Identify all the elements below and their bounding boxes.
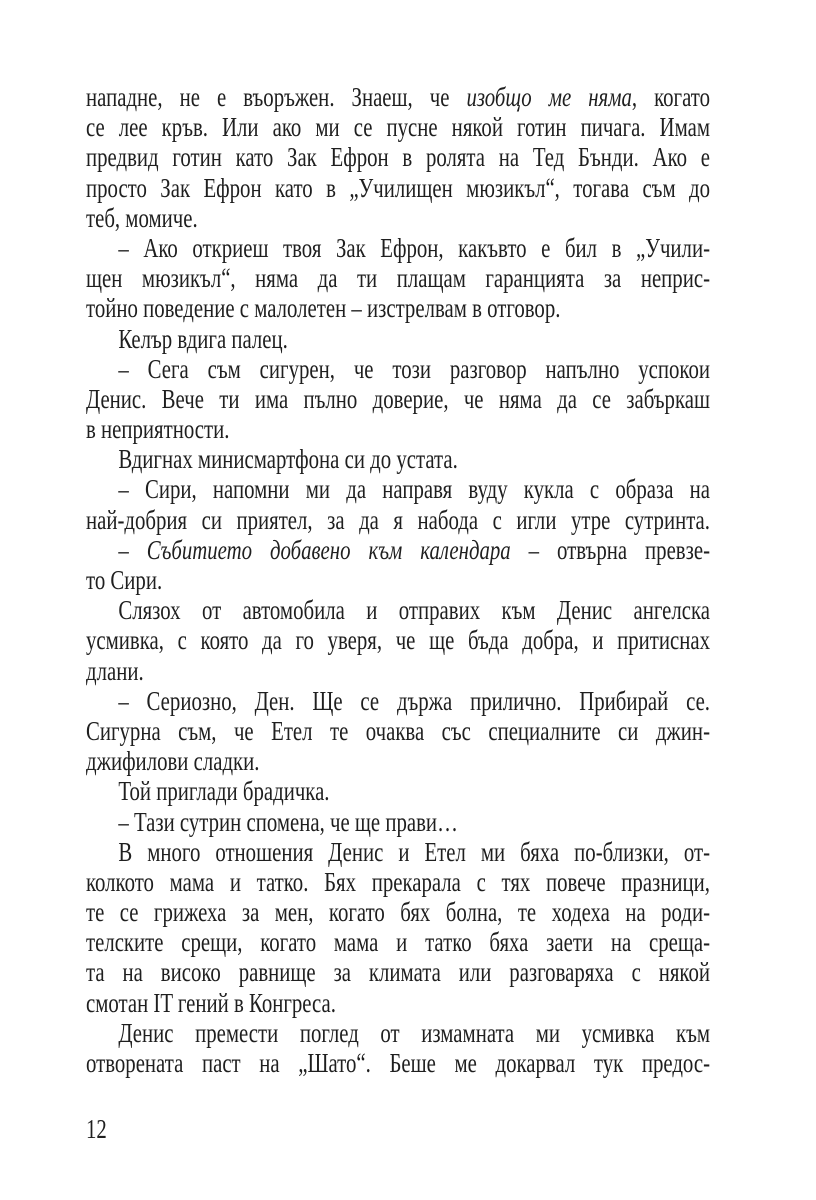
text-segment: в неприятности. bbox=[86, 414, 230, 445]
text-segment: тойно поведение с малолетен – изстрелвам в отговор. bbox=[86, 293, 561, 324]
text-line bbox=[86, 444, 710, 474]
text-segment: – Сега съм сигурен, че този разговор напълно успокои bbox=[118, 353, 710, 384]
text-segment: В много отношения Денис и Етел ми бяха по-близки, от- bbox=[118, 836, 710, 867]
text-line bbox=[86, 1048, 710, 1078]
text-line bbox=[86, 595, 710, 625]
paragraph bbox=[86, 807, 710, 837]
text-line bbox=[86, 988, 710, 1018]
text-line bbox=[86, 927, 710, 957]
paragraph bbox=[86, 776, 710, 806]
page-text-area bbox=[86, 82, 710, 1082]
text-segment: се лее кръв. Или ако ми се пусне някой готин пичага. Имам bbox=[86, 112, 710, 143]
text-segment: то Сири. bbox=[86, 565, 163, 595]
text-line bbox=[86, 716, 710, 746]
text-segment: колкото мама и татко. Бях прекарала с тях повече празници, bbox=[86, 866, 710, 897]
text-segment: – Сериозно, Ден. Ще се държа прилично. Прибирай се. bbox=[118, 685, 710, 716]
text-line bbox=[86, 474, 710, 504]
text-segment: – Ако откриеш твоя Зак Ефрон, какъвто е бил в „Учили- bbox=[118, 232, 710, 263]
text-segment: Келър вдига палец. bbox=[118, 323, 288, 354]
paragraph bbox=[86, 354, 710, 445]
paragraph bbox=[86, 595, 710, 686]
italic-text-segment: изобщо ме няма bbox=[466, 82, 632, 112]
text-line bbox=[86, 957, 710, 987]
page-text bbox=[86, 82, 710, 1078]
paragraph bbox=[86, 233, 710, 324]
text-line bbox=[86, 384, 710, 414]
paragraph bbox=[86, 535, 710, 595]
text-segment: Слязох от автомобила и отправих към Денис ангелска bbox=[118, 595, 710, 626]
text-segment: те се грижеха за мен, когато бях болна, те ходеха на роди- bbox=[86, 897, 710, 928]
paragraph bbox=[86, 1018, 710, 1078]
text-segment: телските срещи, когато мама и татко бяха заети на среща- bbox=[86, 927, 710, 958]
text-segment: усмивка, с която да го уверя, че ще бъда добра, и притиснах bbox=[86, 625, 710, 656]
page-number: 12 bbox=[86, 1114, 107, 1144]
text-line bbox=[86, 837, 710, 867]
paragraph bbox=[86, 324, 710, 354]
text-segment: смотан IT гений в Конгреса. bbox=[86, 987, 336, 1018]
text-line bbox=[86, 82, 710, 112]
text-line bbox=[86, 263, 710, 293]
text-segment: , когато bbox=[631, 82, 710, 112]
text-line bbox=[86, 142, 710, 172]
text-segment: – Сири, напомни ми да направя вуду кукла с образа на bbox=[118, 474, 710, 505]
text-segment: Вдигнах минисмартфона си до устата. bbox=[118, 444, 458, 475]
text-line bbox=[86, 807, 710, 837]
text-segment: Сигурна съм, че Етел те очаква със специалните си джин- bbox=[86, 715, 710, 746]
text-line bbox=[86, 897, 710, 927]
paragraph bbox=[86, 82, 710, 233]
text-segment: Денис. Вече ти има пълно доверие, че няма да се забъркаш bbox=[86, 383, 710, 414]
paragraph bbox=[86, 474, 710, 534]
text-segment: длани. bbox=[86, 655, 144, 686]
text-line bbox=[86, 354, 710, 384]
paragraph bbox=[86, 686, 710, 777]
text-line bbox=[86, 867, 710, 897]
paragraph bbox=[86, 837, 710, 1018]
text-segment: нападне, не е въоръжен. Знаеш, че bbox=[86, 82, 467, 112]
text-segment: просто Зак Ефрон като в „Училищен мюзикъл“, тогава съм до bbox=[86, 172, 710, 203]
text-segment: теб, момиче. bbox=[86, 202, 198, 233]
text-line bbox=[86, 535, 710, 565]
text-line bbox=[86, 233, 710, 263]
text-segment: Той приглади брадичка. bbox=[118, 776, 330, 807]
paragraph bbox=[86, 444, 710, 474]
italic-text-segment: Събитието добавено към календара bbox=[146, 534, 511, 565]
text-line bbox=[86, 293, 710, 323]
text-segment: – отвърна превзе- bbox=[510, 534, 710, 565]
text-segment: та на високо равнище за климата или разговаряха с някой bbox=[86, 957, 710, 988]
text-segment: отворената паст на „Шато“. Беше ме докарвал тук предос- bbox=[86, 1048, 710, 1078]
text-line bbox=[86, 656, 710, 686]
text-line bbox=[86, 203, 710, 233]
text-segment: джифилови сладки. bbox=[86, 746, 260, 777]
text-line bbox=[86, 686, 710, 716]
text-segment: Денис премести поглед от измамната ми усмивка към bbox=[118, 1017, 710, 1048]
text-segment: най-добрия си приятел, за да я набода с игли утре сутринта. bbox=[86, 504, 710, 535]
text-line bbox=[86, 324, 710, 354]
text-line bbox=[86, 625, 710, 655]
text-line bbox=[86, 746, 710, 776]
text-segment: щен мюзикъл“, няма да ти плащам гаранцията за неприс- bbox=[86, 263, 710, 294]
text-line bbox=[86, 1018, 710, 1048]
text-line bbox=[86, 112, 710, 142]
text-line bbox=[86, 776, 710, 806]
text-line bbox=[86, 565, 710, 595]
text-segment: – Тази сутрин спомена, че ще прави… bbox=[118, 806, 458, 837]
text-line bbox=[86, 173, 710, 203]
text-segment: – bbox=[118, 534, 147, 565]
text-line bbox=[86, 414, 710, 444]
text-line bbox=[86, 505, 710, 535]
text-segment: предвид готин като Зак Ефрон в ролята на Тед Бънди. Ако е bbox=[86, 142, 710, 173]
